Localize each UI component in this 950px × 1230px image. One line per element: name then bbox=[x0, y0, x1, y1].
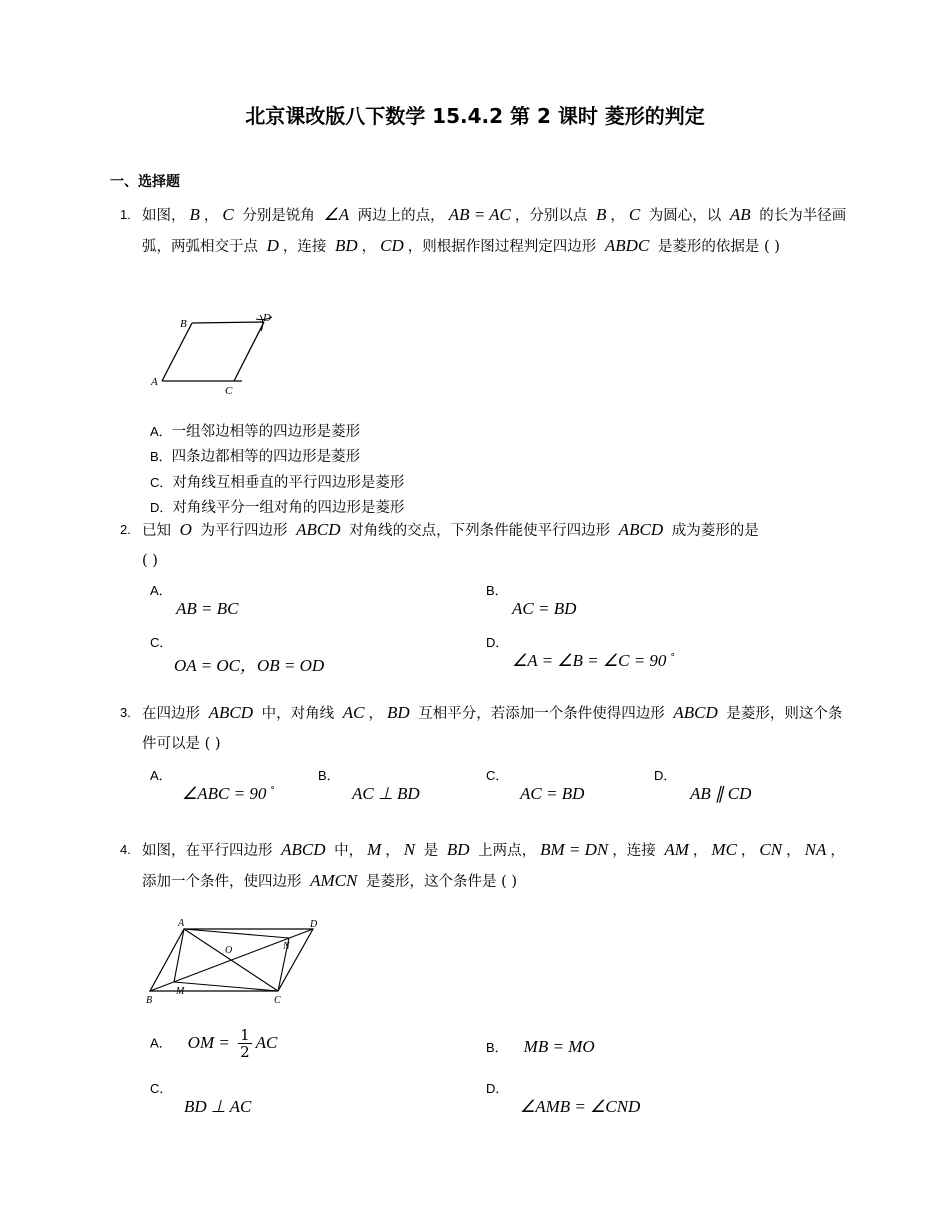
label-A: A bbox=[178, 918, 185, 929]
question-2 bbox=[120, 515, 850, 576]
parallelogram-figure bbox=[143, 915, 333, 1007]
section-heading: 一、选择题 bbox=[110, 174, 180, 190]
question-3 bbox=[120, 698, 850, 759]
q3-option-a[interactable]: A． ∠ABC = 90 ° bbox=[150, 768, 275, 803]
q1-option-d[interactable]: D．对角线平分一组对角的四边形是菱形 bbox=[150, 500, 405, 516]
page-title: 北京课改版八下数学 15.4.2 第 2 课时 菱形的判定 bbox=[245, 104, 705, 128]
label-N: N bbox=[283, 941, 290, 952]
question-number: 2. bbox=[120, 522, 131, 537]
question-number: 1. bbox=[120, 207, 131, 222]
question-text: 在四边形 ABCD 中，对角线 AC ， BD 互相平分，若添加一个条件使得四边形 ABCD 是菱形，则这个条件可以是 ( ) bbox=[142, 703, 843, 752]
label-C: C bbox=[274, 995, 281, 1006]
rhombus-construction-figure bbox=[148, 312, 278, 398]
label-O: O bbox=[225, 945, 233, 956]
q2-option-d[interactable]: D． ∠A = ∠B = ∠C = 90 ° bbox=[486, 635, 675, 670]
label-C: C bbox=[225, 385, 233, 397]
label-B: B bbox=[180, 318, 187, 330]
question-text: 如图， B ， C 分别是锐角 ∠A 两边上的点， AB = AC ，分别以点 B ， C 为圆心，以 AB 的长为半径画弧，两弧相交于点 D ，连接 BD ， CD ，则根据作图过程判定四边形 ABDC 是菱形的依据是 ( ) bbox=[142, 205, 847, 255]
q2-option-c[interactable]: C． OA = OC，OB = OD bbox=[150, 635, 325, 675]
question-1 bbox=[120, 200, 850, 262]
label-D: D bbox=[263, 312, 271, 324]
fraction-one-half: $\frac{1}{2}$ bbox=[240, 1026, 250, 1061]
q3-option-b[interactable]: B． AC ⊥ BD bbox=[318, 768, 420, 803]
label-A: A bbox=[151, 376, 158, 388]
q4-option-a[interactable]: A． OM = $\frac{1}{2}$ AC bbox=[150, 1026, 278, 1061]
question-number: 3. bbox=[120, 705, 131, 720]
segment-NA bbox=[184, 929, 289, 938]
question-text: 如图，在平行四边形 ABCD 中， M ， N 是 BD 上两点， BM = DN ，连接 AM ， MC ， CN ， NA ，添加一个条件，使四边形 AMCN 是菱形，这个条件是 ( ) bbox=[142, 840, 845, 890]
segment-MC bbox=[174, 982, 278, 991]
question-4 bbox=[120, 835, 850, 897]
q4-option-d[interactable]: D． ∠AMB = ∠CND bbox=[486, 1081, 641, 1116]
q3-option-c[interactable]: C． AC = BD bbox=[486, 768, 585, 803]
q1-option-b[interactable]: B．四条边都相等的四边形是菱形 bbox=[150, 449, 361, 465]
label-M: M bbox=[176, 986, 185, 997]
q1-option-a[interactable]: A．一组邻边相等的四边形是菱形 bbox=[150, 424, 361, 440]
segment-AB bbox=[162, 323, 192, 381]
question-number: 4. bbox=[120, 842, 131, 857]
segment-BD bbox=[192, 322, 264, 323]
label-D: D bbox=[310, 919, 318, 930]
label-B: B bbox=[146, 995, 153, 1006]
q1-option-c[interactable]: C．对角线互相垂直的平行四边形是菱形 bbox=[150, 475, 405, 491]
q3-option-d[interactable]: D． AB ∥ CD bbox=[654, 768, 752, 803]
q4-option-c[interactable]: C． BD ⊥ AC bbox=[150, 1081, 252, 1116]
q2-option-b[interactable]: B． AC = BD bbox=[486, 583, 577, 618]
q2-option-a[interactable]: A． AB = BC bbox=[150, 583, 239, 618]
q4-option-b[interactable]: B． MB = MO bbox=[486, 1037, 595, 1056]
question-text: 已知 O 为平行四边形 ABCD 对角线的交点，下列条件能使平行四边形 ABCD 成为菱形的是 ( ) bbox=[142, 520, 759, 569]
segment-CD bbox=[234, 322, 264, 381]
